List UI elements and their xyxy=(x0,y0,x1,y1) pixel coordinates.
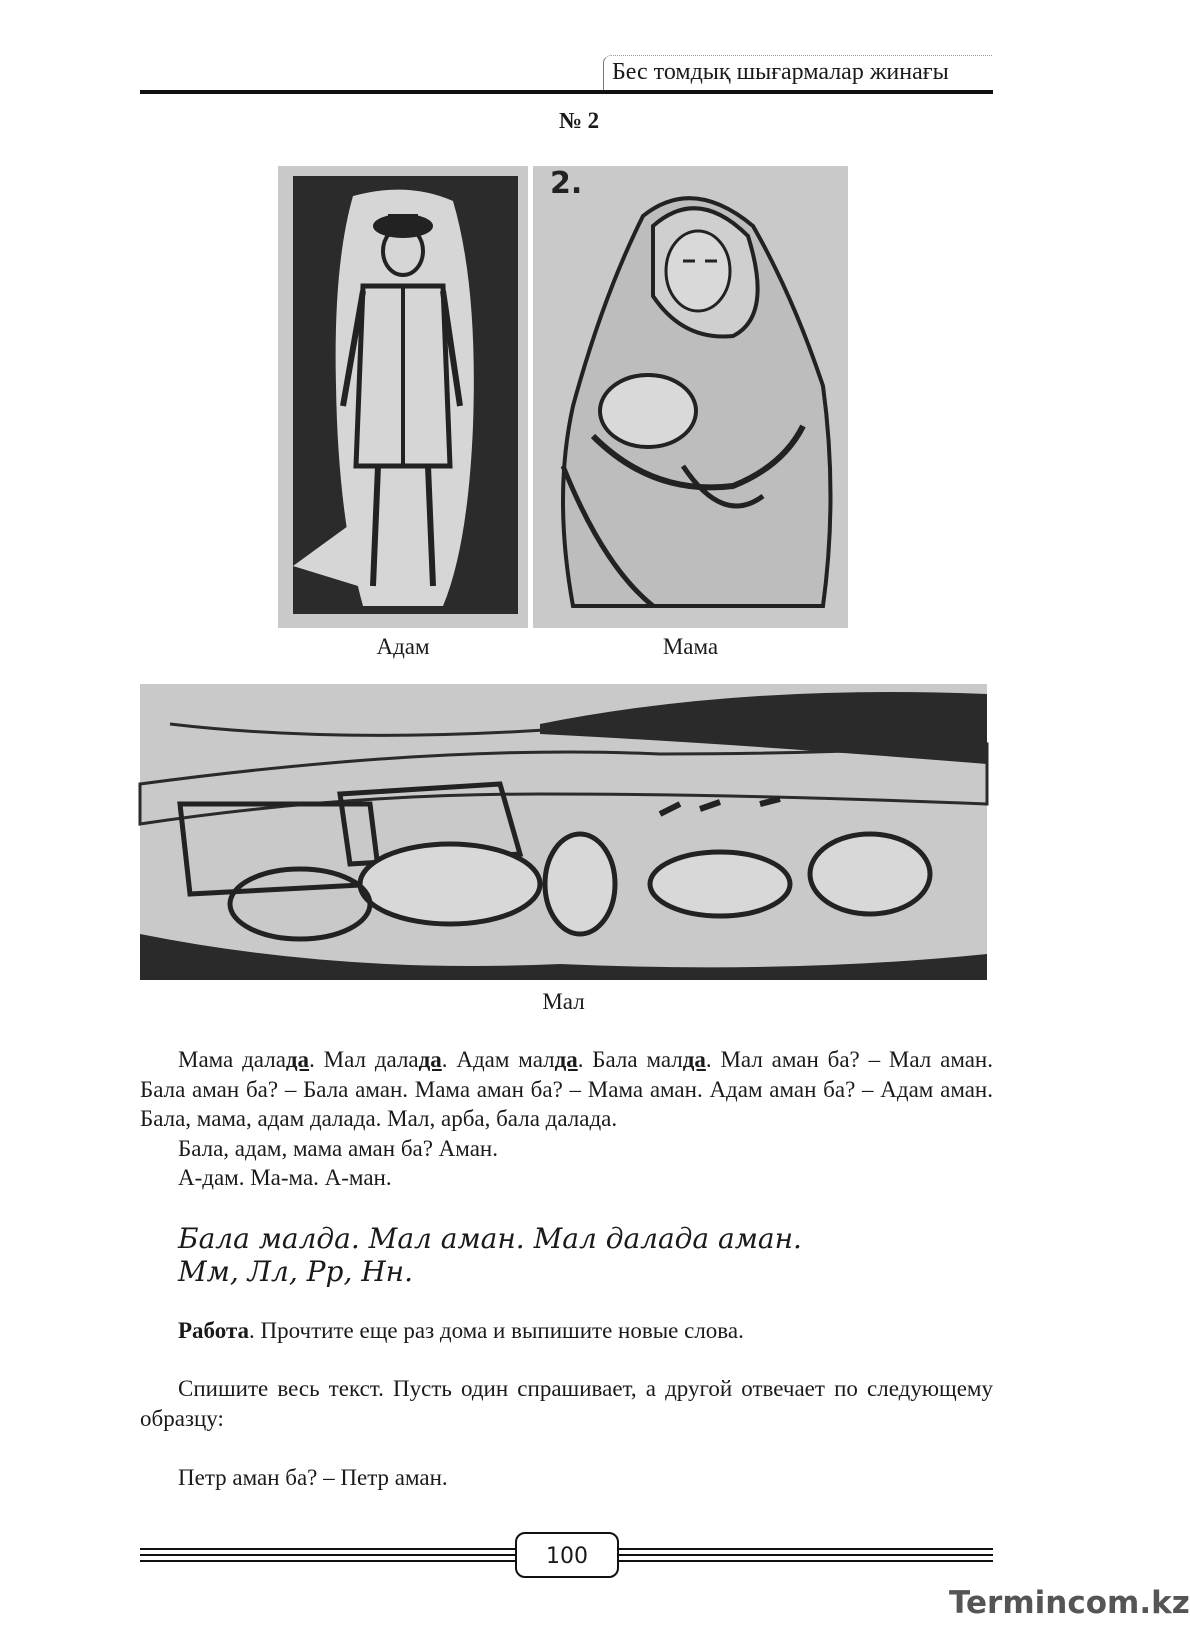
highlighted-suffix: да xyxy=(682,1047,706,1072)
footer-rule-right xyxy=(616,1554,993,1556)
footer-rule-right xyxy=(616,1548,993,1550)
watermark-logo: Termincom.kz xyxy=(949,1585,1190,1621)
caption-mama: Мама xyxy=(662,634,719,659)
highlighted-suffix: да xyxy=(418,1047,442,1072)
task-label: Работа xyxy=(178,1318,250,1343)
book-title: Бес томдық шығармалар жинағы xyxy=(612,59,949,85)
caption-mal: Мал xyxy=(542,989,585,1014)
lesson-number: № 2 xyxy=(558,108,600,133)
footer-rule-left xyxy=(140,1554,518,1556)
highlighted-suffix: да xyxy=(554,1047,578,1072)
illustration-mal xyxy=(140,684,987,980)
reading-text xyxy=(140,1045,993,1193)
picture-number-label: 2. xyxy=(550,166,583,201)
reading-paragraph: Мама далада. Мал далада. Адам малда. Бала малда. Мал аман ба? – Мал аман. Бала аман ба? – Бала аман. Мама аман ба? – Мама аман. Адам аман ба? – Адам аман. Бала, мама, адам далада. Мал, арба, бала далада. xyxy=(140,1047,993,1131)
cursive-line-2: Мм, Лл, Рр, Нн. xyxy=(178,1255,414,1288)
herd-woodcut-image xyxy=(140,684,987,980)
illustration-adam xyxy=(278,166,528,628)
cursive-line-1: Бала малда. Мал аман. Мал далада аман. xyxy=(178,1222,802,1255)
man-woodcut-image xyxy=(278,166,528,628)
instruction-paragraph: Спишите весь текст. Пусть один спрашивает, а другой отвечает по следующему образцу: xyxy=(140,1376,993,1431)
syllables-line: А-дам. Ма-ма. А-ман. xyxy=(178,1165,392,1190)
task-text: . Прочтите еще раз дома и выпишите новые слова. xyxy=(249,1318,744,1343)
task-paragraph xyxy=(140,1316,993,1346)
footer-rule-left xyxy=(140,1548,518,1550)
footer-rule-left xyxy=(140,1560,518,1562)
header-rule xyxy=(140,90,993,94)
caption-adam: Адам xyxy=(376,634,430,659)
page-number: 100 xyxy=(515,1532,619,1578)
footer-rule-right xyxy=(616,1560,993,1562)
question-line: Бала, адам, мама аман ба? Аман. xyxy=(178,1135,498,1161)
example-line: Петр аман ба? – Петр аман. xyxy=(178,1465,448,1490)
highlighted-suffix: да xyxy=(285,1047,310,1072)
mother-woodcut-image xyxy=(533,166,848,628)
illustration-mama xyxy=(533,166,848,628)
